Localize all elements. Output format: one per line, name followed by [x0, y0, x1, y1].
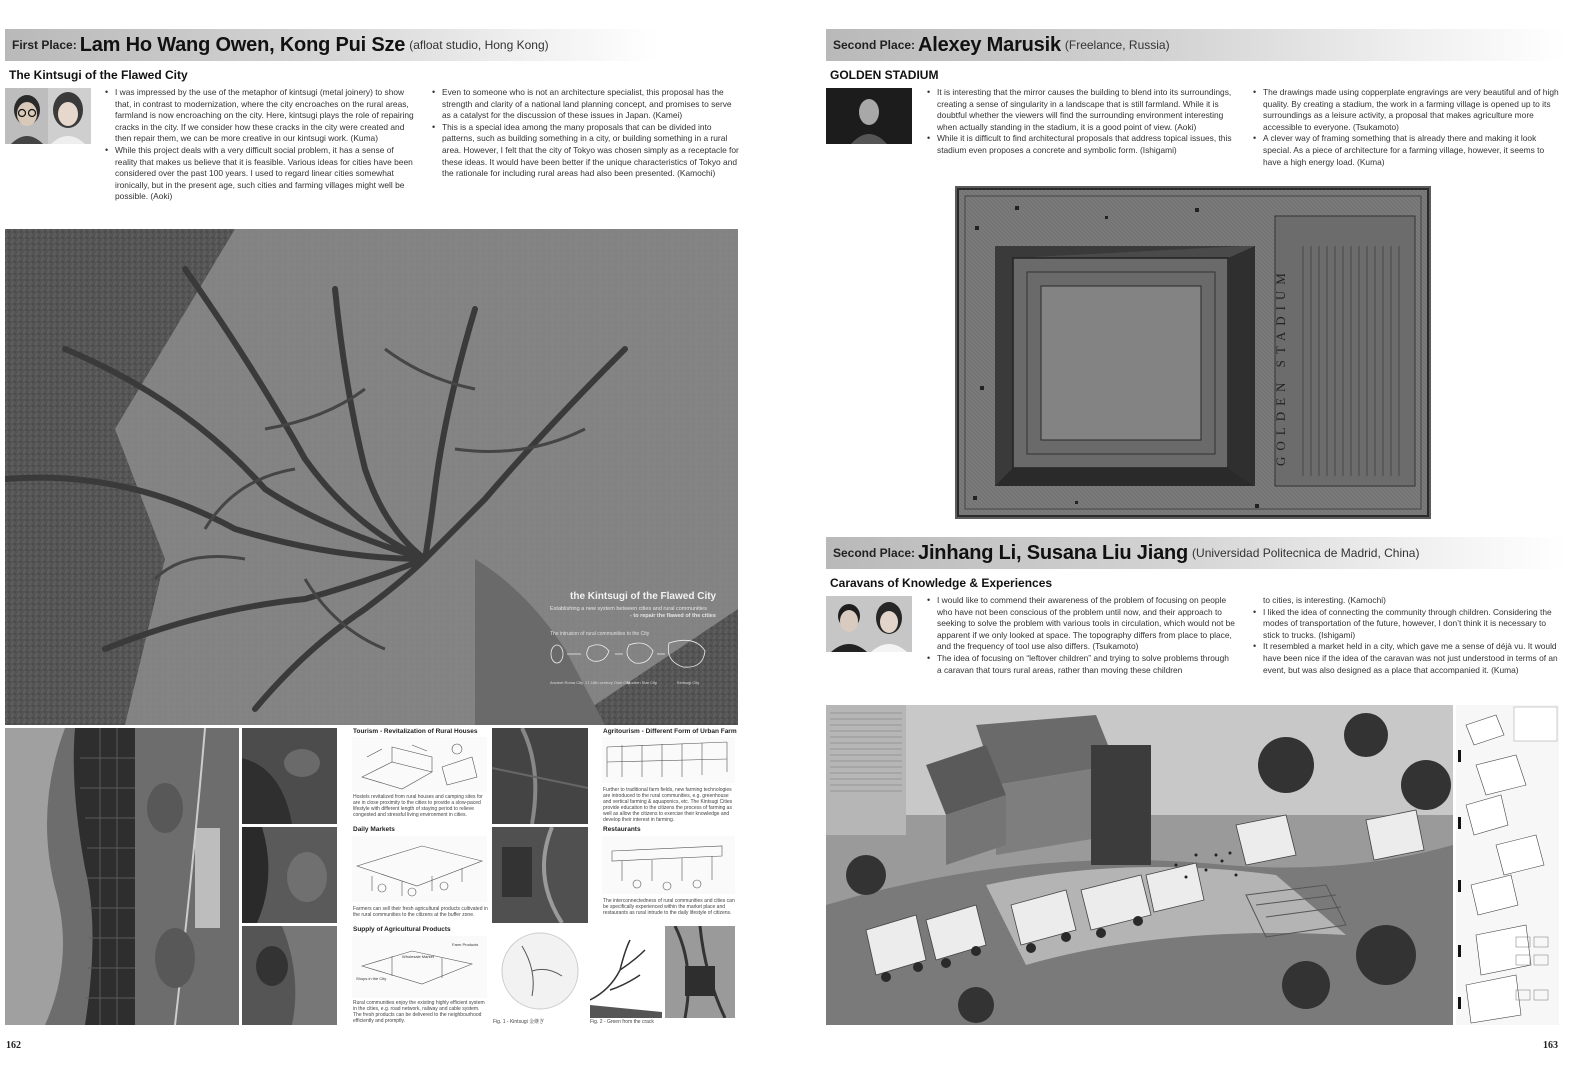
- banner-label: First Place:: [12, 38, 77, 52]
- supply-text: Rural communities enjoy the existing highly efficient system in the cities, e.g. road network, railway and cable system. The fresh products can be delivered to the neighbourhood efficiently and promptly.: [353, 1000, 485, 1024]
- stage-label: Kintsugi City: [677, 680, 700, 685]
- comment-item: • I liked the idea of connecting the community through children. Considering the modes of transportation of the future, however, I don’t think it is necessary to stick to trucks. (Ishigami): [1251, 607, 1563, 642]
- winner-affiliation: (Universidad Politecnica de Madrid, China): [1192, 546, 1420, 560]
- markets-sketch: [352, 836, 487, 902]
- winners-photo: [5, 88, 91, 144]
- page-number-left: 162: [6, 1040, 21, 1051]
- project-title: GOLDEN STADIUM: [830, 68, 939, 82]
- banner-label: Second Place:: [833, 546, 916, 560]
- second-place-banner-1: [826, 29, 1566, 61]
- map-title: the Kintsugi of the Flawed City: [570, 591, 717, 602]
- comment-continuation: [1251, 595, 1563, 607]
- comment-item: • A clever way of framing something that is already there and making it look special. As a piece of architecture for a farming village, however, it seems to have a high energy load. (Kuma): [1251, 133, 1563, 168]
- banner-label: Second Place:: [833, 38, 916, 52]
- caravan-diagrams-strip: [1456, 705, 1559, 1025]
- detail-image-2: [242, 827, 337, 923]
- page-number-right: 163: [1543, 1040, 1558, 1051]
- map-subtitle: Establishing a new system between cities and rural communities: [550, 606, 707, 612]
- stadium-vertical-label: GOLDEN STADIUM: [1273, 267, 1288, 466]
- comment-item: • While it is difficult to find architectural proposals that address topical issues, this stadium even proposes a concrete and symbolic form. (Ishigami): [925, 133, 1235, 156]
- farm-products-label: Farm Products: [452, 942, 479, 947]
- jury-comments-col2: [1251, 87, 1563, 168]
- winner-photo: [826, 88, 912, 144]
- stage-label: Modern Star City: [627, 680, 658, 685]
- comment-item: • The idea of focusing on “leftover children” and trying to solve problems through a caravan that tours rural areas, rather than moving these children: [925, 653, 1235, 676]
- winners-photo: [826, 596, 912, 652]
- tourism-text: Hostels revitalized from rural houses and camping sites for are in close proximity to the cities to provide a slow-paced lifestyle with different length of staying period to relieve congested and stressful living environment in cities.: [353, 794, 483, 818]
- comment-item: • This is a special idea among the many proposals that can be divided into patterns, such as building something in a city, or building something in a rural area. However, I felt that the city of Tokyo was chosen simply as a receptacle for these ideas. It would have been better if the unique characteristics of Tokyo and the rationale for including rural areas had also been presented. (Kamochi): [430, 122, 742, 180]
- tree-crack-image: [590, 930, 662, 1018]
- comment-item: • Even to someone who is not an architecture specialist, this proposal has the strength and clarity of a national land planning concept, and promises to serve as a catalyst for the discussion of these issues in Japan. (Kamei): [430, 87, 742, 122]
- comment-item: • It resembled a market held in a city, which gave me a sense of déjà vu. It would have been nice if the idea of the caravan was not just understood in terms of an event, but was also designed as a place that accompanied it. (Kuma): [1251, 641, 1563, 676]
- caravan-market-perspective: [826, 705, 1453, 1025]
- second-place-banner-2: [826, 537, 1566, 569]
- jury-comments-col1: [925, 87, 1235, 157]
- first-place-banner: [5, 29, 660, 61]
- aerial-image-1: [492, 728, 588, 824]
- comment-item: • The drawings made using copperplate engravings are very beautiful and of high quality. By creating a stadium, the work in a farming village is opened up to its surroundings as a leisure activity, a proposal that makes agriculture more accessible to everyone. (Tsukamoto): [1251, 87, 1563, 133]
- restaurants-sketch: [602, 836, 735, 894]
- restaurants-text: The interconnectedness of rural communities and cities can be specifically experienced within the market place and restaurants as rural intrude to the daily lifestyle of citizens.: [603, 898, 735, 916]
- jury-comments-col2: [430, 87, 742, 180]
- detail-image-3: [242, 926, 337, 1025]
- map-subtitle-2: - to repair the flawed of the cities: [630, 613, 716, 619]
- project-title: Caravans of Knowledge & Experiences: [830, 576, 1053, 590]
- kintsugi-bowl-image: [492, 926, 588, 1016]
- crack-photo: [665, 926, 735, 1018]
- comment-text: to cities, is interesting. (Kamochi): [1263, 595, 1386, 605]
- tourism-heading: Tourism - Revitalization of Rural Houses: [353, 728, 478, 735]
- markets-heading: Daily Markets: [353, 826, 395, 833]
- comment-item: • While this project deals with a very difficult social problem, it has a sense of reality that makes us believe that it is feasible. Various ideas for cities have been considered over the past 100 years. I used to regard linear cities somewhat ironically, but in the present age, such cities and farming villages might well be possible. (Aoki): [103, 145, 418, 203]
- golden-stadium-engraving: [955, 186, 1431, 519]
- stage-label: Ancient Roma City: [550, 680, 584, 685]
- markets-text: Farmers can sell their fresh agricultural products cultivated in the rural communities to the citizens at the buffer zone.: [353, 906, 488, 918]
- winner-names: Lam Ho Wang Owen, Kong Pui Sze: [79, 33, 406, 56]
- project-title: The Kintsugi of the Flawed City: [9, 68, 188, 82]
- jury-comments-col1: [925, 595, 1235, 676]
- stage-label: 17-18th century Ooki City: [585, 680, 631, 685]
- supply-sketch: [352, 936, 487, 998]
- fig1-caption: Fig. 1 - Kintsugi 金継ぎ: [493, 1019, 545, 1025]
- winner-names: Jinhang Li, Susana Liu Jiang: [918, 541, 1189, 564]
- winner-affiliation: (afloat studio, Hong Kong): [409, 38, 549, 52]
- agritourism-heading: Agritourism - Different Form of Urban Farm: [603, 728, 737, 735]
- aerial-image-2: [492, 827, 588, 923]
- detail-image-1: [242, 728, 337, 824]
- intrusion-label: The intrusion of rural communities to the City: [550, 631, 650, 637]
- site-plan-image: [5, 728, 239, 1025]
- comment-item: • It is interesting that the mirror causes the building to blend into its surroundings, creating a sense of singularity in a landscape that is still farmland. While it is doubtful whether the viewers will find the surrounding environment interesting when actually standing in the stadium, it is a good point of view. (Aoki): [925, 87, 1235, 133]
- comment-item: • I would like to commend their awareness of the problem of focusing on people who have not been conscious of the problem until now, and their approach to seeking to solve the problem with various tools in circulation, which would not be apparent if we only looked at space. The topography differs from place to place, and the frequency of tool use also differs. (Tsukamoto): [925, 595, 1235, 653]
- comment-item: • I was impressed by the use of the metaphor of kintsugi (metal joinery) to show that, in contrast to modernization, where the city encroaches on the rural areas, farmland is now encroaching on the city. Here, kintsugi plays the role of repairing cracks in the city. If we consider how these cracks in the city were created and then repair them, we can be more creative in our kintsugi work. (Kuma): [103, 87, 418, 145]
- shops-label: Shops in the City: [356, 976, 387, 981]
- agritourism-text: Further to traditional farm fields, new farming technologies are introduced to the rural communities, e.g. greenhouse and vertical farming & aquaponics, etc. The Kintsugi Cities provide education to the citizens the process of farming as well as allow the citizens to exercise their knowledge and develop their interest in farming.: [603, 787, 733, 823]
- fig2-caption: Fig. 2 - Green from the crack: [590, 1019, 654, 1025]
- jury-comments-col1: [103, 87, 418, 203]
- winner-affiliation: (Freelance, Russia): [1064, 38, 1170, 52]
- restaurants-heading: Restaurants: [603, 826, 641, 833]
- winner-names: Alexey Marusik: [918, 33, 1061, 56]
- kintsugi-map-image: [5, 229, 738, 725]
- tourism-sketch: [352, 737, 487, 792]
- agritourism-sketch: [602, 737, 735, 783]
- jury-comments-col2: [1251, 595, 1563, 676]
- wholesale-label: Wholesale Market: [402, 954, 435, 959]
- supply-heading: Supply of Agricultural Products: [353, 926, 451, 933]
